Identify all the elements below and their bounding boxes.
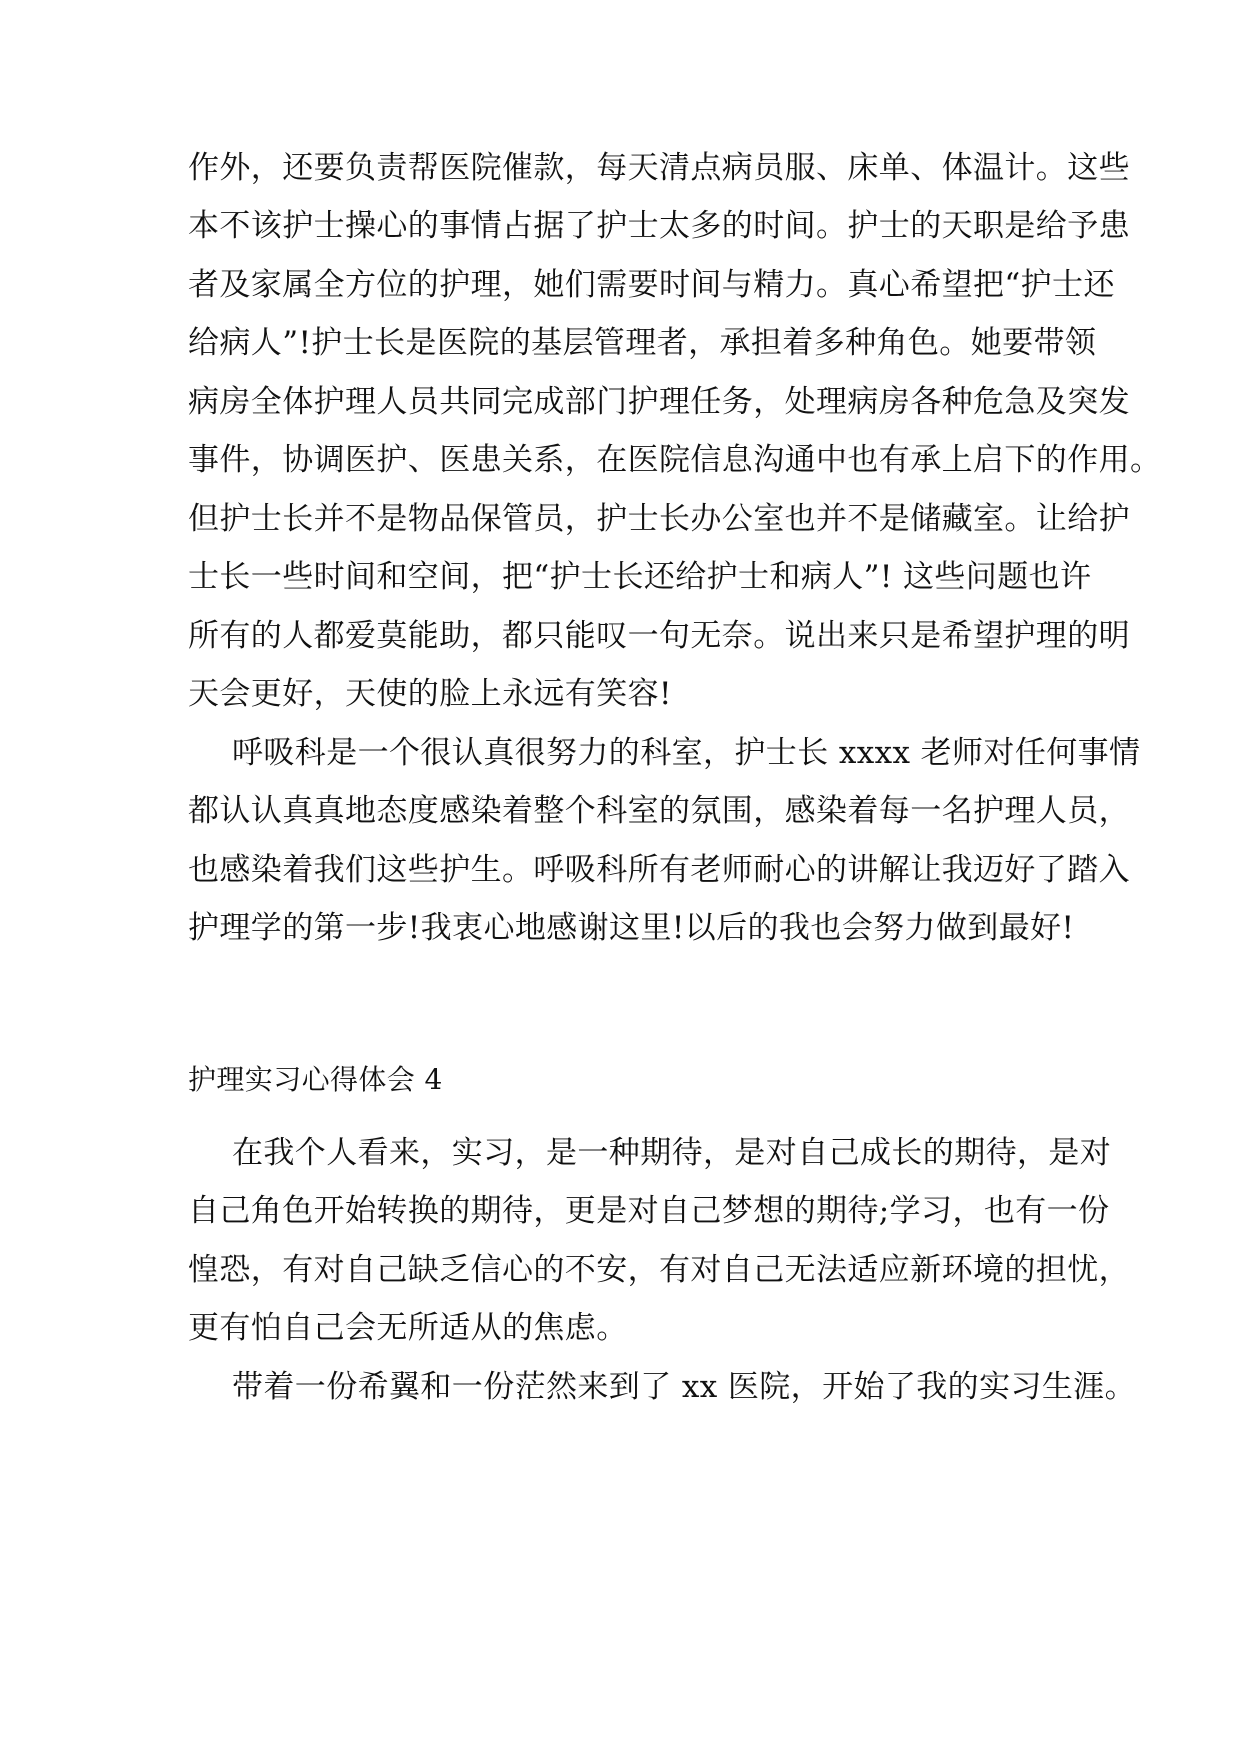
paragraph-line: 惶恐，有对自己缺乏信心的不安，有对自己无法适应新环境的担忧， (188, 1252, 1130, 1288)
paragraph-line: 士长一些时间和空间，把“护士长还给护士和病人”! 这些问题也许 (188, 559, 1092, 595)
paragraph-line: 本不该护士操心的事情占据了护士太多的时间。护士的天职是给予患 (188, 208, 1130, 244)
paragraph-line: 都认认真真地态度感染着整个科室的氛围，感染着每一名护理人员， (188, 793, 1130, 829)
paragraph-line: 作外，还要负责帮医院催款，每天清点病员服、床单、体温计。这些 (188, 150, 1130, 186)
paragraph-line: 自己角色开始转换的期待，更是对自己梦想的期待;学习，也有一份 (188, 1193, 1110, 1229)
paragraph-line: 也感染着我们这些护生。呼吸科所有老师耐心的讲解让我迈好了踏入 (188, 852, 1130, 888)
paragraph-line: 在我个人看来，实习，是一种期待，是对自己成长的期待，是对 (232, 1135, 1112, 1171)
paragraph-line: 事件，协调医护、医患关系，在医院信息沟通中也有承上启下的作用。 (188, 442, 1162, 478)
paragraph-line: 带着一份希翼和一份茫然来到了 xx 医院，开始了我的实习生涯。 (232, 1369, 1137, 1405)
section-title: 护理实习心得体会 4 (188, 1063, 443, 1096)
paragraph-line: 所有的人都爱莫能助，都只能叹一句无奈。说出来只是希望护理的明 (188, 618, 1130, 654)
paragraph-line: 护理学的第一步!我衷心地感谢这里!以后的我也会努力做到最好! (188, 910, 1075, 946)
paragraph-line: 者及家属全方位的护理，她们需要时间与精力。真心希望把“护士还 (188, 267, 1115, 303)
paragraph-line: 天会更好，天使的脸上永远有笑容! (188, 676, 672, 712)
paragraph-line: 但护士长并不是物品保管员，护士长办公室也并不是储藏室。让给护 (188, 501, 1130, 537)
paragraph-line: 呼吸科是一个很认真很努力的科室，护士长 xxxx 老师对任何事情 (232, 735, 1141, 771)
paragraph-line: 病房全体护理人员共同完成部门护理任务，处理病房各种危急及突发 (188, 384, 1130, 420)
paragraph-line: 更有怕自己会无所适从的焦虑。 (188, 1310, 628, 1346)
paragraph-line: 给病人”!护士长是医院的基层管理者，承担着多种角色。她要带领 (188, 325, 1097, 361)
